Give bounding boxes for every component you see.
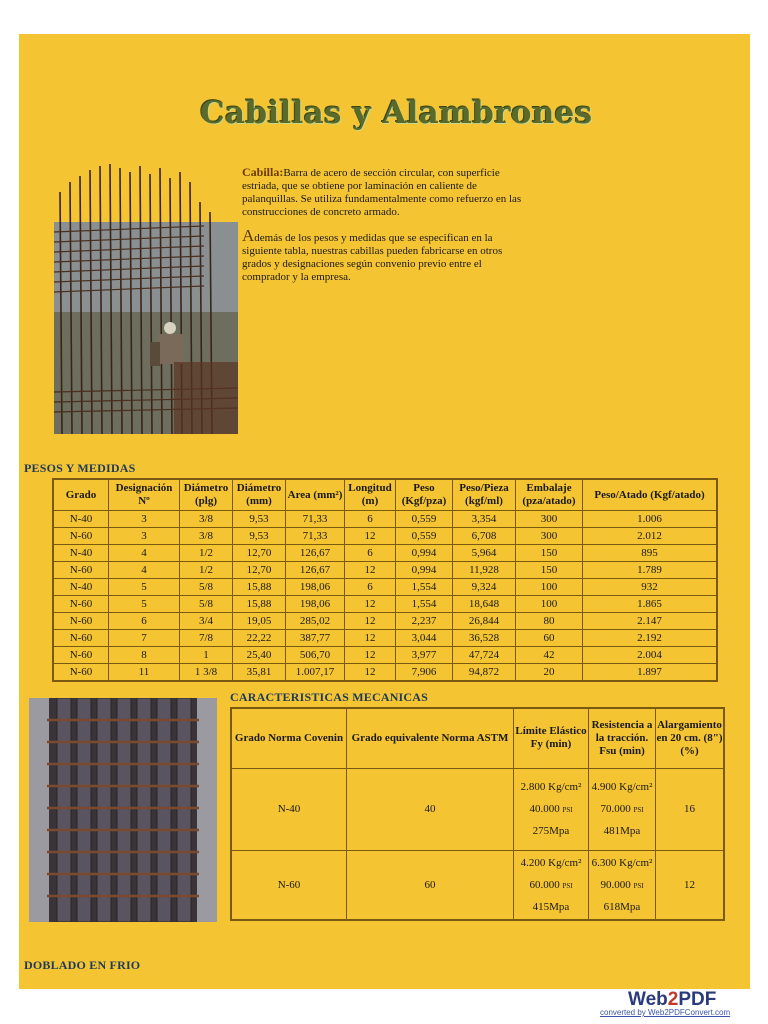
converted-by-link[interactable]: converted by Web2PDFConvert.com bbox=[600, 1008, 731, 1017]
table-cell: 60 bbox=[516, 630, 583, 647]
table-cell: 42 bbox=[516, 647, 583, 664]
table-cell: 2.012 bbox=[583, 528, 718, 545]
table-cell: 1.006 bbox=[583, 511, 718, 528]
header-cell: Designación Nº bbox=[109, 479, 180, 511]
table-cell: 100 bbox=[516, 596, 583, 613]
table-cell: 5/8 bbox=[180, 579, 233, 596]
table-cell: 198,06 bbox=[286, 596, 345, 613]
cell-alargamiento: 16 bbox=[656, 768, 725, 850]
table-cell: 7 bbox=[109, 630, 180, 647]
cell-astm: 60 bbox=[347, 850, 514, 920]
cell-astm: 40 bbox=[347, 768, 514, 850]
table-cell: 0,994 bbox=[396, 545, 453, 562]
table-cell: 150 bbox=[516, 545, 583, 562]
table-cell: 36,528 bbox=[453, 630, 516, 647]
table-cell: N-60 bbox=[53, 528, 109, 545]
table-cell: 4 bbox=[109, 562, 180, 579]
table-header-row bbox=[231, 708, 724, 768]
table-cell: N-40 bbox=[53, 511, 109, 528]
table-cell: N-60 bbox=[53, 647, 109, 664]
table-cell: 1.897 bbox=[583, 664, 718, 682]
table-cell: 94,872 bbox=[453, 664, 516, 682]
table-cell: 7,906 bbox=[396, 664, 453, 682]
header-cell: Peso/Pieza (kgf/ml) bbox=[453, 479, 516, 511]
table-cell: 895 bbox=[583, 545, 718, 562]
table-cell: 80 bbox=[516, 613, 583, 630]
table-cell: N-60 bbox=[53, 630, 109, 647]
table-cell: 11,928 bbox=[453, 562, 516, 579]
table-cell: 12 bbox=[345, 630, 396, 647]
table-cell: 1 bbox=[180, 647, 233, 664]
table-cell: 3,354 bbox=[453, 511, 516, 528]
table-cell: 6 bbox=[109, 613, 180, 630]
header-cell: Límite Elástico Fy (min) bbox=[514, 708, 589, 768]
fy-kg: 4.200 Kg/cm² bbox=[520, 856, 582, 869]
table-cell: 126,67 bbox=[286, 545, 345, 562]
table-cell: 1.789 bbox=[583, 562, 718, 579]
table-cell: 18,648 bbox=[453, 596, 516, 613]
table-row bbox=[53, 562, 717, 579]
rebar-construction-photo bbox=[54, 162, 238, 434]
table-row bbox=[53, 579, 717, 596]
table-row bbox=[53, 630, 717, 647]
table-cell: 285,02 bbox=[286, 613, 345, 630]
cabilla-definition: Barra de acero de sección circular, con superficie estriada, que se obtiene por laminación en caliente de palanquillas. Se utiliza fundamentalmente como refuerzo en las construcciones de concreto armado. bbox=[242, 167, 522, 218]
table-cell: 9,324 bbox=[453, 579, 516, 596]
page-title: Cabillas y Alambrones bbox=[200, 95, 593, 131]
table-cell: 1,554 bbox=[396, 579, 453, 596]
table-cell: 2.192 bbox=[583, 630, 718, 647]
web2pdf-logo[interactable] bbox=[600, 989, 750, 1019]
table-cell: 12 bbox=[345, 596, 396, 613]
table-cell: 1.007,17 bbox=[286, 664, 345, 682]
table-cell: 5/8 bbox=[180, 596, 233, 613]
intro-text bbox=[242, 166, 522, 284]
table-row bbox=[53, 596, 717, 613]
table-cell: 1/2 bbox=[180, 562, 233, 579]
fsu-kg: 4.900 Kg/cm² bbox=[591, 781, 653, 793]
table-cell: 2.004 bbox=[583, 647, 718, 664]
table-cell: 5 bbox=[109, 579, 180, 596]
dropcap-letter: A bbox=[242, 226, 255, 245]
cell-grado: N-60 bbox=[231, 850, 347, 920]
table-cell: 6,708 bbox=[453, 528, 516, 545]
table-cell: 0,559 bbox=[396, 528, 453, 545]
table-cell: 8 bbox=[109, 647, 180, 664]
cell-grado: N-40 bbox=[231, 768, 347, 850]
header-cell: Peso (Kgf/pza) bbox=[396, 479, 453, 511]
table-cell: N-60 bbox=[53, 613, 109, 630]
header-cell: Peso/Atado (Kgf/atado) bbox=[583, 479, 718, 511]
table-row bbox=[53, 664, 717, 682]
table-cell: 12 bbox=[345, 664, 396, 682]
table-cell: 12 bbox=[345, 562, 396, 579]
header-cell: Embalaje (pza/atado) bbox=[516, 479, 583, 511]
table-cell: 5 bbox=[109, 596, 180, 613]
table-cell: 6 bbox=[345, 511, 396, 528]
cell-fsu bbox=[589, 768, 656, 850]
table-cell: 6 bbox=[345, 579, 396, 596]
table-cell: 22,22 bbox=[233, 630, 286, 647]
table-cell: 150 bbox=[516, 562, 583, 579]
header-cell: Diámetro (plg) bbox=[180, 479, 233, 511]
table-cell: 3 bbox=[109, 511, 180, 528]
table-cell: 1,554 bbox=[396, 596, 453, 613]
fsu-mpa: 481Mpa bbox=[603, 825, 641, 837]
table-cell: N-60 bbox=[53, 664, 109, 682]
table-cell: 15,88 bbox=[233, 596, 286, 613]
fy-psi: 40.000 PSI bbox=[529, 803, 573, 815]
table-cell: 12,70 bbox=[233, 562, 286, 579]
header-cell: Longitud (m) bbox=[345, 479, 396, 511]
header-cell: Alargamiento en 20 cm. (8") (%) bbox=[656, 708, 725, 768]
fsu-psi: 70.000 PSI bbox=[600, 803, 644, 815]
table-cell: 1.865 bbox=[583, 596, 718, 613]
table-cell: 12 bbox=[345, 613, 396, 630]
fsu-psi: 90.000 PSI bbox=[600, 878, 644, 891]
table-cell: 2,237 bbox=[396, 613, 453, 630]
table-row bbox=[231, 768, 724, 850]
table-cell: 11 bbox=[109, 664, 180, 682]
header-cell: Resistencia a la tracción. Fsu (min) bbox=[589, 708, 656, 768]
table-cell: 3/4 bbox=[180, 613, 233, 630]
table-cell: 300 bbox=[516, 511, 583, 528]
section-pesos-heading: PESOS Y MEDIDAS bbox=[24, 461, 136, 475]
table-cell: 12 bbox=[345, 528, 396, 545]
table-row bbox=[53, 647, 717, 664]
table-cell: 0,559 bbox=[396, 511, 453, 528]
fy-kg: 2.800 Kg/cm² bbox=[520, 781, 582, 793]
header-cell: Area (mm²) bbox=[286, 479, 345, 511]
table-cell: 198,06 bbox=[286, 579, 345, 596]
fy-mpa: 275Mpa bbox=[532, 825, 570, 837]
table-cell: 2.147 bbox=[583, 613, 718, 630]
table-cell: 71,33 bbox=[286, 528, 345, 545]
cell-fy bbox=[514, 850, 589, 920]
table-cell: 0,994 bbox=[396, 562, 453, 579]
table-row bbox=[53, 511, 717, 528]
cell-fy bbox=[514, 768, 589, 850]
header-cell: Diámetro (mm) bbox=[233, 479, 286, 511]
header-cell: Grado bbox=[53, 479, 109, 511]
fsu-mpa: 618Mpa bbox=[603, 900, 641, 913]
table-cell: N-60 bbox=[53, 596, 109, 613]
table-row bbox=[53, 528, 717, 545]
cell-fsu bbox=[589, 850, 656, 920]
table-cell: 3/8 bbox=[180, 511, 233, 528]
cabilla-keyword: Cabilla: bbox=[242, 165, 284, 179]
table-cell: N-60 bbox=[53, 562, 109, 579]
table-cell: 506,70 bbox=[286, 647, 345, 664]
rebar-bundle-photo bbox=[29, 698, 217, 922]
table-cell: 25,40 bbox=[233, 647, 286, 664]
table-cell: 20 bbox=[516, 664, 583, 682]
table-header-row bbox=[53, 479, 717, 511]
table-cell: 3 bbox=[109, 528, 180, 545]
fy-mpa: 415Mpa bbox=[532, 900, 570, 913]
table-cell: 100 bbox=[516, 579, 583, 596]
pesos-medidas-table bbox=[52, 478, 718, 682]
table-cell: 15,88 bbox=[233, 579, 286, 596]
table-cell: 1 3/8 bbox=[180, 664, 233, 682]
table-cell: 3/8 bbox=[180, 528, 233, 545]
table-cell: 12,70 bbox=[233, 545, 286, 562]
header-cell: Grado Norma Covenin bbox=[231, 708, 347, 768]
table-row bbox=[231, 850, 724, 920]
cell-alargamiento: 12 bbox=[656, 850, 725, 920]
table-cell: 6 bbox=[345, 545, 396, 562]
table-cell: 3,977 bbox=[396, 647, 453, 664]
table-cell: 5,964 bbox=[453, 545, 516, 562]
table-cell: 300 bbox=[516, 528, 583, 545]
table-cell: 71,33 bbox=[286, 511, 345, 528]
table-cell: 932 bbox=[583, 579, 718, 596]
table-cell: 126,67 bbox=[286, 562, 345, 579]
header-cell: Grado equivalente Norma ASTM bbox=[347, 708, 514, 768]
section-doblado-heading: DOBLADO EN FRIO bbox=[24, 958, 141, 972]
table-row bbox=[53, 613, 717, 630]
section-caracteristicas-heading: CARACTERISTICAS MECANICAS bbox=[230, 690, 429, 704]
table-cell: 7/8 bbox=[180, 630, 233, 647]
table-cell: 9,53 bbox=[233, 511, 286, 528]
intro-paragraph-2: demás de los pesos y medidas que se especifican en la siguiente tabla, nuestras cabillas pueden fabricarse en otros grados y designaciones según convenio previo entre el comprador y la empresa. bbox=[242, 232, 503, 283]
table-cell: 47,724 bbox=[453, 647, 516, 664]
web2pdf-wordmark: Web2PDF bbox=[628, 989, 717, 1010]
table-cell: 4 bbox=[109, 545, 180, 562]
table-cell: 9,53 bbox=[233, 528, 286, 545]
table-cell: N-40 bbox=[53, 545, 109, 562]
table-cell: 19,05 bbox=[233, 613, 286, 630]
table-cell: 1/2 bbox=[180, 545, 233, 562]
table-cell: 35,81 bbox=[233, 664, 286, 682]
fy-psi: 60.000 PSI bbox=[529, 878, 573, 891]
table-cell: 387,77 bbox=[286, 630, 345, 647]
table-cell: N-40 bbox=[53, 579, 109, 596]
table-row bbox=[53, 545, 717, 562]
caracteristicas-mecanicas-table bbox=[230, 707, 725, 921]
table-cell: 12 bbox=[345, 647, 396, 664]
table-cell: 26,844 bbox=[453, 613, 516, 630]
fsu-kg: 6.300 Kg/cm² bbox=[591, 856, 653, 869]
table-cell: 3,044 bbox=[396, 630, 453, 647]
